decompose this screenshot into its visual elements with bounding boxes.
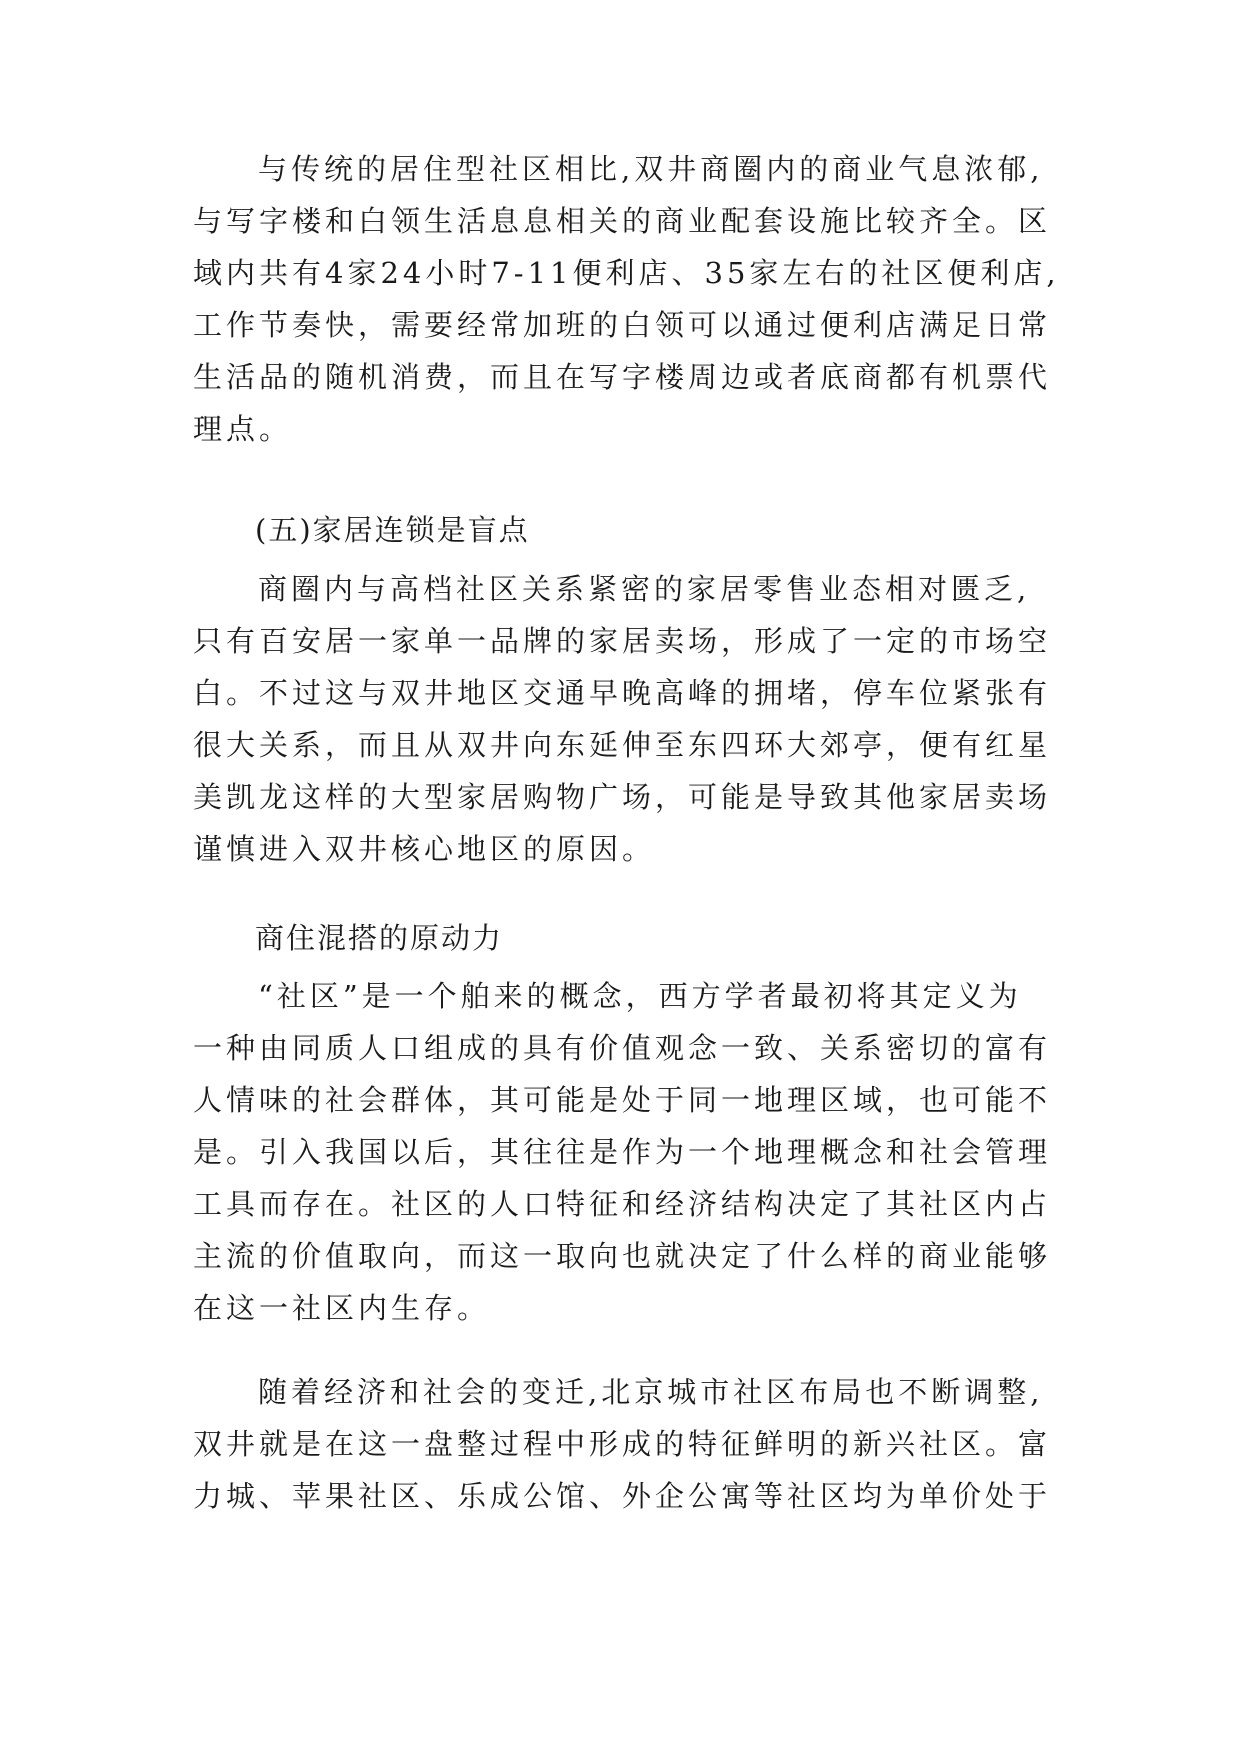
paragraph-line: 商圈内与高档社区关系紧密的家居零售业态相对匮乏,: [258, 572, 1031, 606]
paragraph-line: 谨慎进入双井核心地区的原因。: [193, 832, 656, 866]
paragraph-line: 很大关系，而且从双井向东延伸至东四环大郊亭，便有红星: [193, 728, 1052, 762]
paragraph-line: 美凯龙这样的大型家居购物广场，可能是导致其他家居卖场: [193, 780, 1052, 814]
paragraph-line: 主流的价值取向，而这一取向也就决定了什么样的商业能够: [193, 1239, 1052, 1273]
paragraph-line: 是。引入我国以后，其往往是作为一个地理概念和社会管理: [193, 1135, 1052, 1169]
paragraph-line: 只有百安居一家单一品牌的家居卖场，形成了一定的市场空: [193, 624, 1052, 658]
paragraph-line: 工作节奏快，需要经常加班的白领可以通过便利店满足日常: [193, 308, 1052, 342]
paragraph-line: 随着经济和社会的变迁,北京城市社区布局也不断调整,: [258, 1375, 1044, 1409]
paragraph-line: 域内共有4家24小时7-11便利店、35家左右的社区便利店,: [193, 256, 1060, 290]
paragraph-line: 力城、苹果社区、乐成公馆、外企公寓等社区均为单价处于: [193, 1479, 1052, 1513]
paragraph-line: 白。不过这与双井地区交通早晚高峰的拥堵，停车位紧张有: [193, 676, 1052, 710]
paragraph-line: 人情味的社会群体，其可能是处于同一地理区域，也可能不: [193, 1083, 1052, 1117]
paragraph-line: 生活品的随机消费，而且在写字楼周边或者底商都有机票代: [193, 360, 1052, 394]
paragraph-line: 工具而存在。社区的人口特征和经济结构决定了其社区内占: [193, 1187, 1052, 1221]
paragraph-line: “社区”是一个舶来的概念，西方学者最初将其定义为: [258, 979, 1022, 1013]
paragraph-line: 一种由同质人口组成的具有价值观念一致、关系密切的富有: [193, 1031, 1052, 1065]
paragraph-line: 理点。: [193, 412, 293, 446]
section-heading: (五)家居连锁是盲点: [255, 513, 530, 547]
paragraph-line: 与写字楼和白领生活息息相关的商业配套设施比较齐全。区: [193, 204, 1052, 238]
section-heading: 商住混搭的原动力: [255, 921, 504, 955]
paragraph-line: 在这一社区内生存。: [193, 1291, 491, 1325]
paragraph-line: 双井就是在这一盘整过程中形成的特征鲜明的新兴社区。富: [193, 1427, 1052, 1461]
paragraph-line: 与传统的居住型社区相比,双井商圈内的商业气息浓郁,: [258, 152, 1044, 186]
